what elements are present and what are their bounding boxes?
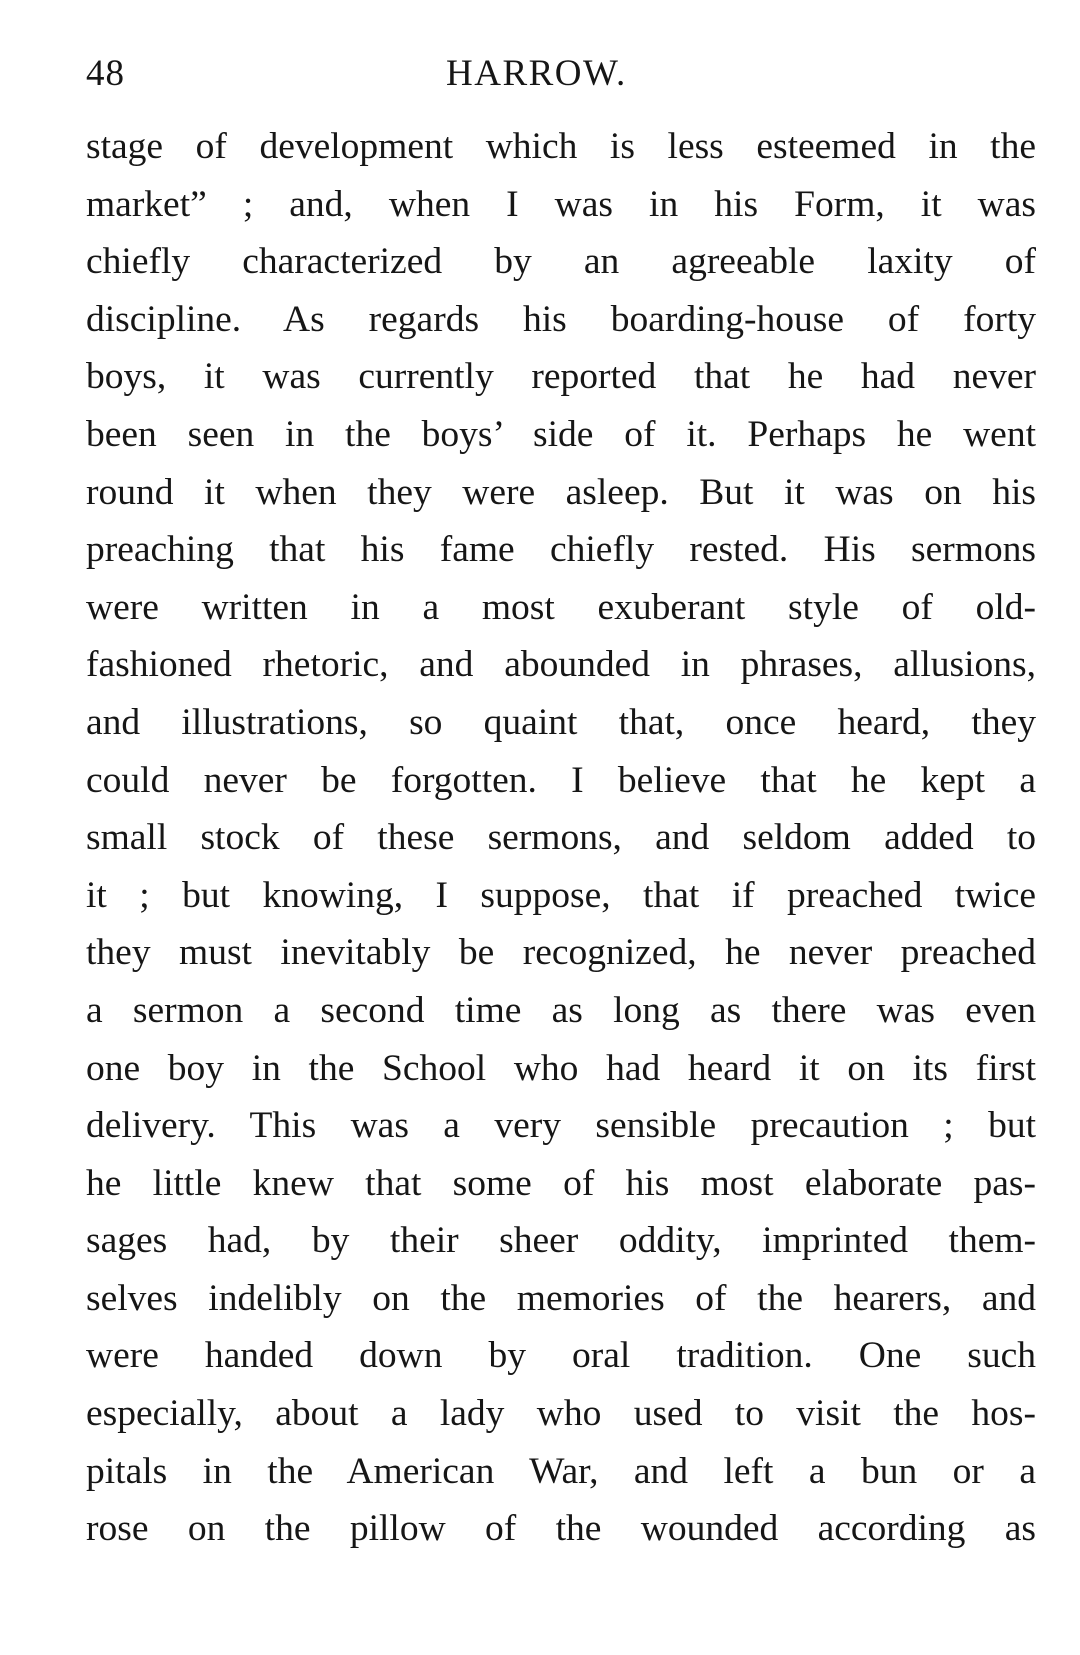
text-line: sages had, by their sheer oddity, imprinted them-	[86, 1220, 1036, 1262]
text-line: were written in a most exuberant style of old-	[86, 586, 1036, 628]
text-line: boys, it was currently reported that he had never	[86, 356, 1036, 398]
text-line: pitals in the American War, and left a bun or a	[86, 1450, 1036, 1492]
text-line: stage of development which is less esteemed in the	[86, 126, 1036, 167]
text-line: one boy in the School who had heard it on its first	[86, 1047, 1036, 1089]
page-number: 48	[86, 53, 125, 94]
text-line: and illustrations, so quaint that, once heard, they	[86, 701, 1036, 743]
text-line: especially, about a lady who used to visit the hos-	[86, 1393, 1036, 1435]
text-line: were handed down by oral tradition. One such	[86, 1335, 1036, 1377]
running-head: HARROW.	[446, 53, 627, 94]
text-line: he little knew that some of his most elaborate pas-	[86, 1162, 1036, 1204]
text-line: they must inevitably be recognized, he never preached	[86, 932, 1036, 974]
text-line: market” ; and, when I was in his Form, it was	[86, 183, 1036, 225]
text-line: it ; but knowing, I suppose, that if preached twice	[86, 874, 1036, 916]
text-line: preaching that his fame chiefly rested. His sermons	[86, 529, 1036, 571]
text-line: rose on the pillow of the wounded according as	[86, 1508, 1036, 1550]
page-header	[86, 52, 1026, 102]
text-line: fashioned rhetoric, and abounded in phrases, allusions,	[86, 644, 1036, 686]
text-line: round it when they were asleep. But it was on his	[86, 471, 1036, 513]
body-text	[86, 118, 1036, 1558]
text-line: a sermon a second time as long as there was even	[86, 989, 1036, 1031]
text-line: small stock of these sermons, and seldom added to	[86, 817, 1036, 859]
text-line: could never be forgotten. I believe that he kept a	[86, 759, 1036, 801]
text-line: selves indelibly on the memories of the hearers, and	[86, 1277, 1036, 1319]
text-line: been seen in the boys’ side of it. Perhaps he went	[86, 413, 1036, 455]
text-line: chiefly characterized by an agreeable laxity of	[86, 241, 1036, 283]
text-line: delivery. This was a very sensible precaution ; but	[86, 1105, 1036, 1147]
text-line: discipline. As regards his boarding-house of forty	[86, 298, 1036, 340]
